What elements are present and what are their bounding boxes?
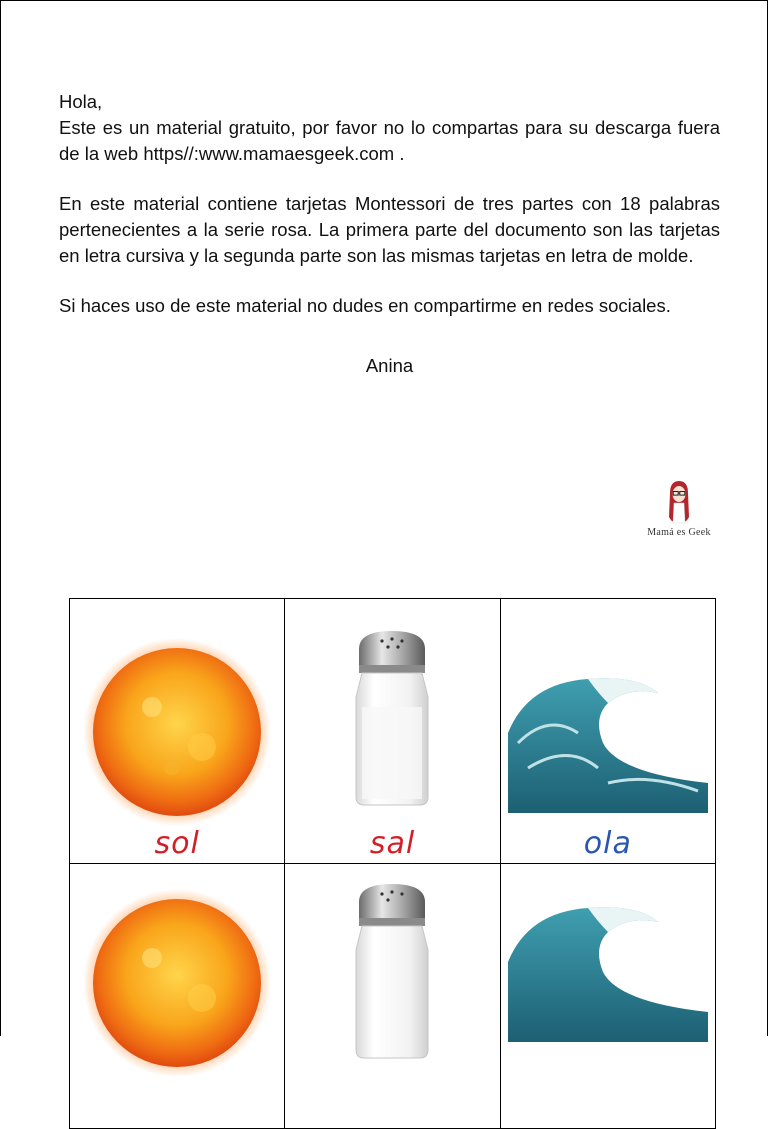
sun-icon: [82, 888, 272, 1078]
card-sal: [285, 599, 500, 864]
card-word-sol: sol: [154, 826, 200, 861]
salt-shaker-icon: [332, 880, 452, 1070]
card-word-ola: ola: [583, 826, 632, 861]
paragraph-share: Si haces uso de este material no dudes en compartirme en redes sociales.: [59, 295, 671, 316]
cards-row-cursive: [70, 599, 716, 864]
cards-row-images: [70, 864, 716, 1129]
signature: Anina: [365, 355, 414, 376]
cards-grid: [69, 598, 716, 1129]
brand-logo: [637, 479, 721, 549]
paragraph-content: En este material contiene tarjetas Montessori de tres partes con 18 palabras pertenecientes a la serie rosa. La primera parte del documento son las tarjetas en letra cursiva y la segunda parte son las mismas tarjetas en letra de molde.: [59, 193, 720, 266]
card-word-sal: sal: [369, 826, 416, 861]
card-ola: [500, 599, 715, 864]
card-sal-image: [285, 864, 500, 1129]
paragraph-free-material: Este es un material gratuito, por favor no lo compartas para su descarga fuera de la web https//:www.mamaesgeek.com .: [59, 117, 720, 164]
card-sol: [70, 599, 285, 864]
woman-with-glasses-icon: [664, 479, 694, 525]
letter-body: [59, 89, 720, 379]
sun-icon: [82, 637, 272, 827]
brand-name: Mamá es Geek: [647, 527, 711, 538]
card-sol-image: [70, 864, 285, 1129]
wave-icon: [508, 902, 708, 1042]
salt-shaker-icon: [332, 627, 452, 817]
wave-icon: [508, 673, 708, 813]
greeting: Hola,: [59, 91, 103, 112]
card-ola-image: [500, 864, 715, 1129]
